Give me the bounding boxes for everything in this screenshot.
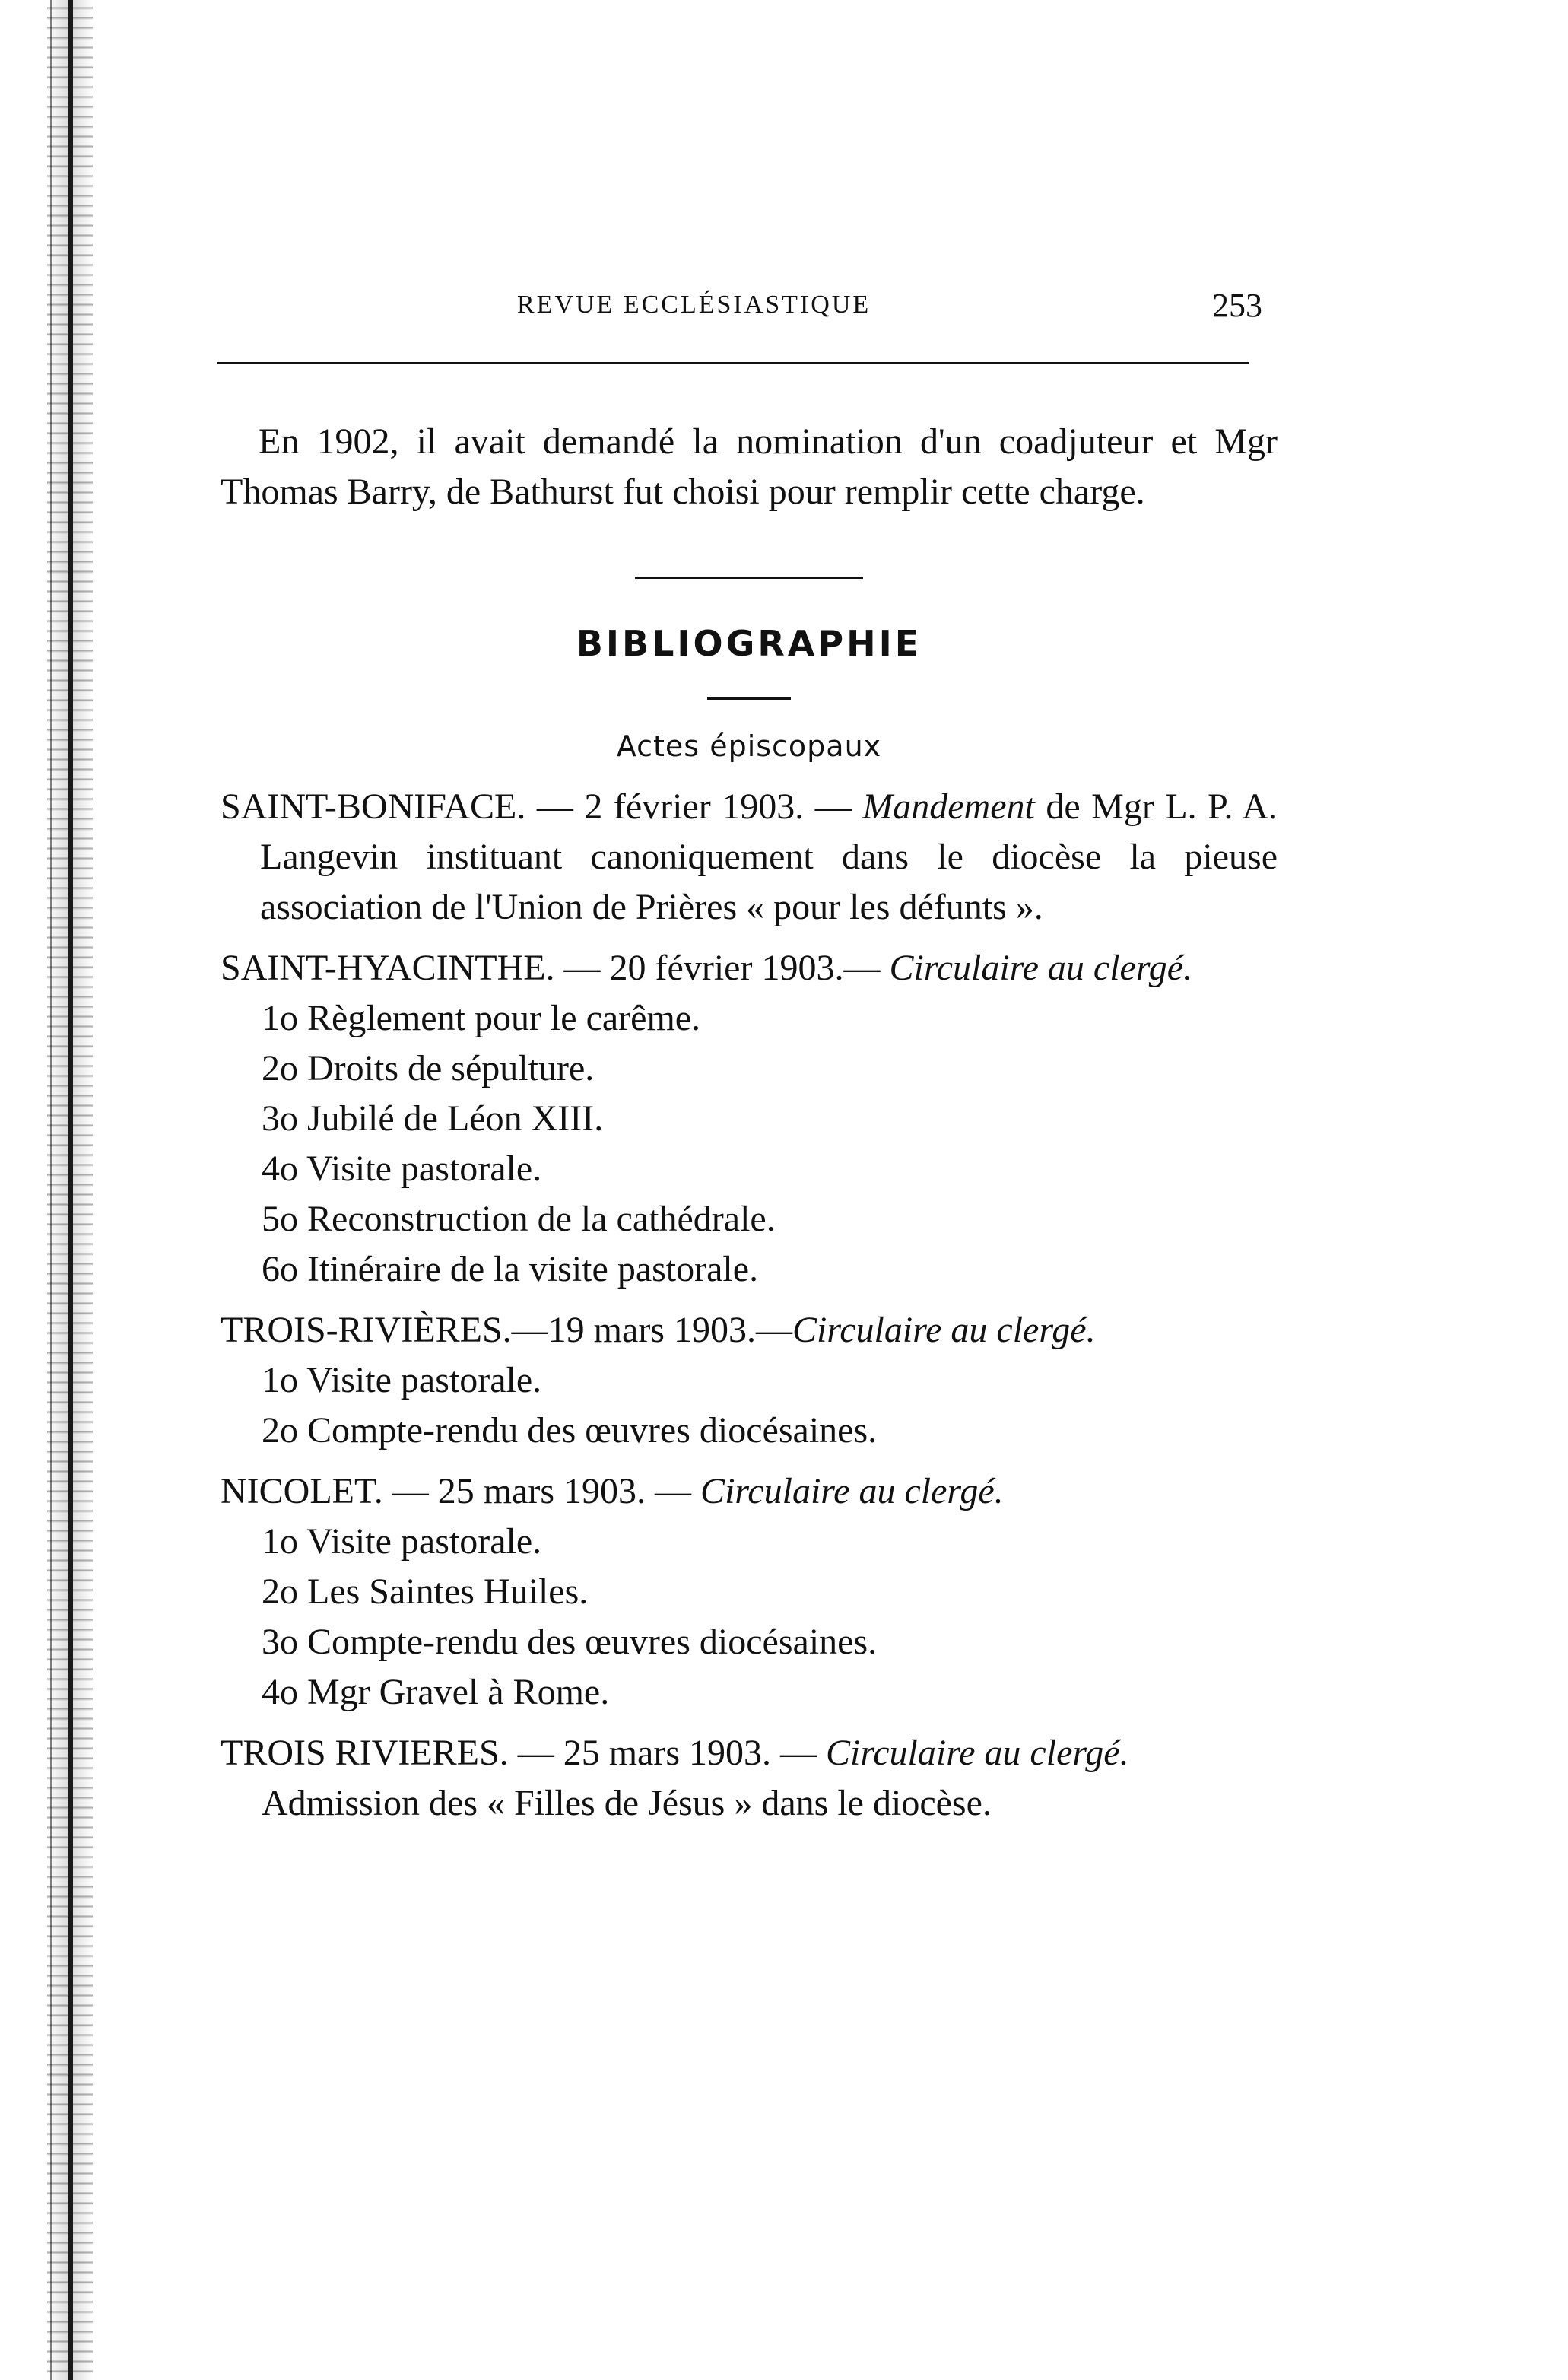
list-item: 2o Compte-rendu des œuvres diocésaines. — [262, 1410, 878, 1451]
entry-description: de Mgr L. P. A. Langevin instituant canoniquement dans le diocèse la pieuse association de l'Union de Prières « pour les défunts ». — [260, 786, 1278, 927]
entry-place: NICOLET. — [221, 1471, 383, 1511]
list-item: 2o Droits de sépulture. — [262, 1048, 595, 1088]
page-number: 253 — [1212, 287, 1262, 324]
list-item: 4o Mgr Gravel à Rome. — [262, 1672, 610, 1712]
entry-date: — 20 février 1903.— — [563, 948, 881, 988]
entry-items — [221, 1517, 1278, 1717]
section-title: BIBLIOGRAPHIE — [576, 623, 922, 664]
entry-doc-type: Circulaire au clergé. — [700, 1471, 1004, 1511]
page-body — [221, 417, 1278, 1839]
entry-items — [221, 1355, 1278, 1456]
section-title-underline — [707, 697, 791, 700]
list-item: 1o Règlement pour le carême. — [262, 998, 701, 1038]
intro-paragraph: En 1902, il avait demandé la nomination d'un coadjuteur et Mgr Thomas Barry, de Bathurst fut choisi pour remplir cette charge. — [221, 421, 1278, 512]
entry-place: SAINT-BONIFACE. — [221, 786, 526, 827]
list-item: 2o Les Saintes Huiles. — [262, 1571, 589, 1612]
list-item: 1o Visite pastorale. — [262, 1360, 542, 1400]
list-item: 3o Compte-rendu des œuvres diocésaines. — [262, 1622, 878, 1662]
subsection-title: Actes épiscopaux — [616, 729, 882, 763]
running-title: REVUE ECCLÉSIASTIQUE — [517, 291, 871, 319]
entry-heading — [221, 1305, 1278, 1355]
page-header — [221, 286, 1285, 332]
entry-heading — [221, 943, 1278, 993]
entry-date: —19 mars 1903.— — [511, 1310, 792, 1350]
entry-heading — [221, 1466, 1278, 1517]
entry-doc-type: Circulaire au clergé. — [889, 948, 1193, 988]
entry-doc-type: Mandement — [862, 786, 1035, 827]
entry-doc-type: Circulaire au clergé. — [826, 1733, 1129, 1773]
list-item: 1o Visite pastorale. — [262, 1521, 542, 1562]
entry-heading — [221, 782, 1278, 933]
section-divider — [635, 577, 863, 579]
entry-items — [221, 993, 1278, 1295]
entry-items — [221, 1778, 1278, 1829]
entry-date: — 2 février 1903. — — [536, 786, 852, 827]
list-item: 6o Itinéraire de la visite pastorale. — [262, 1249, 759, 1289]
entry — [221, 943, 1278, 1295]
entry-date: — 25 mars 1903. — — [392, 1471, 692, 1511]
entry — [221, 1728, 1278, 1829]
header-rule — [217, 362, 1249, 364]
entry-date: — 25 mars 1903. — — [517, 1733, 817, 1773]
entry-place: SAINT-HYACINTHE. — [221, 948, 555, 988]
entry — [221, 1466, 1278, 1717]
entry — [221, 782, 1278, 933]
list-item: 5o Reconstruction de la cathédrale. — [262, 1199, 776, 1239]
entry — [221, 1305, 1278, 1456]
scanned-binding-edge — [47, 0, 93, 2380]
list-item: Admission des « Filles de Jésus » dans le diocèse. — [262, 1783, 992, 1823]
entry-doc-type: Circulaire au clergé. — [792, 1310, 1096, 1350]
list-item: 3o Jubilé de Léon XIII. — [262, 1098, 604, 1139]
entry-heading — [221, 1728, 1278, 1778]
entry-place: TROIS RIVIERES. — [221, 1733, 509, 1773]
entries-list — [221, 782, 1278, 1829]
entry-place: TROIS-RIVIÈRES. — [221, 1310, 512, 1350]
list-item: 4o Visite pastorale. — [262, 1149, 542, 1189]
